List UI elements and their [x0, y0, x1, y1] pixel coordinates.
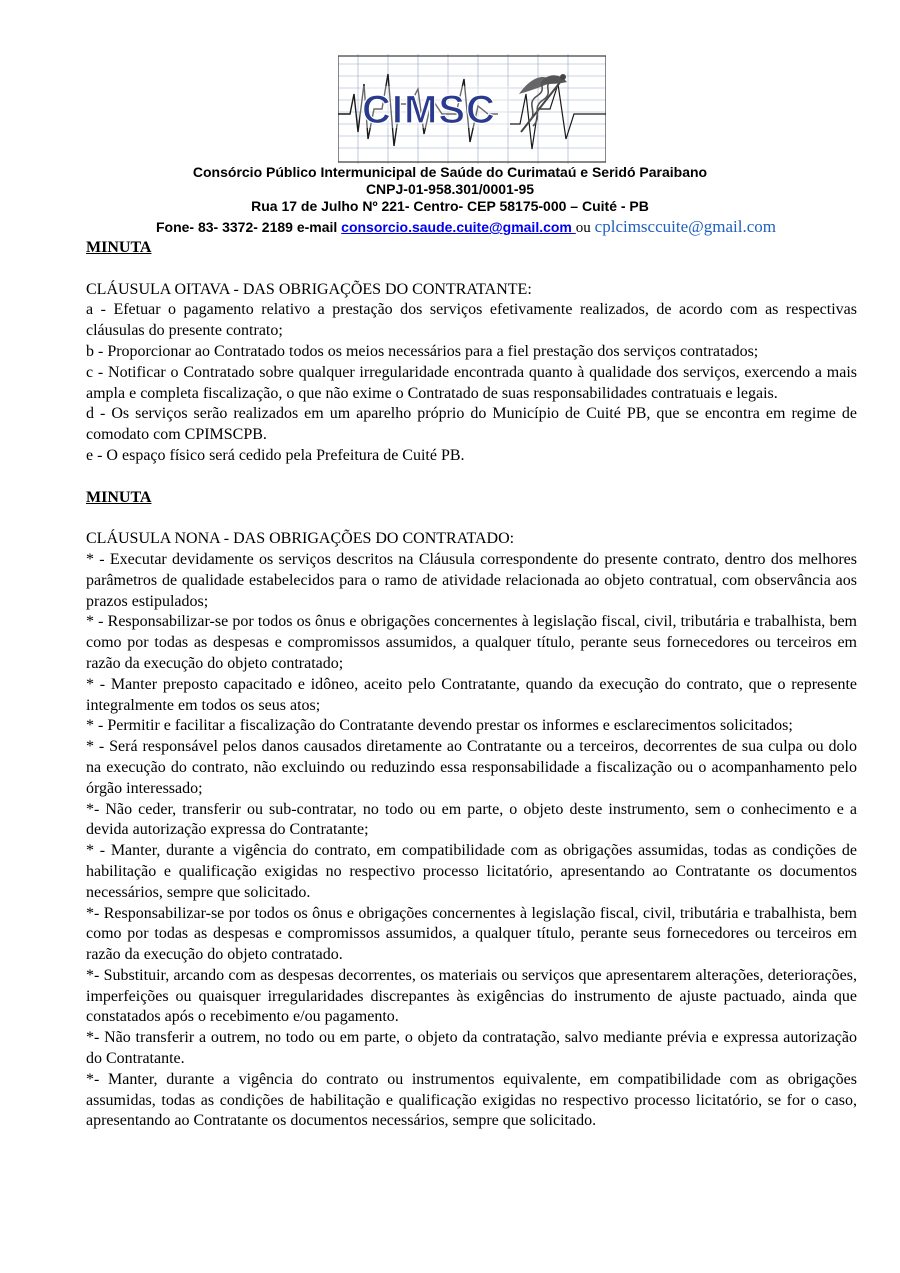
clause-item: * - Manter, durante a vigência do contrato, em compatibilidade com as obrigações assumidas, todas as condições de habilitação e qualificação exigidas no respectivo processo licitatório, apresentando ao Contratante os documentos necessários, sempre que solicitado.	[86, 842, 857, 901]
clause-item: *- Substituir, arcando com as despesas decorrentes, os materiais ou serviços que apresentarem alterações, deteriorações, imperfeições ou quaisquer irregularidades discrepantes às exigências do instrumento de ajuste pactuado, ainda que constatados após o recebimento e/ou pagamento.	[86, 966, 857, 1026]
clause-item: a - Efetuar o pagamento relativo a prestação dos serviços efetivamente realizados, de acordo com as respectivas cláusulas do presente contrato;	[86, 301, 857, 340]
org-name: Consórcio Público Intermunicipal de Saúde do Curimataú e Seridó Paraibano	[192, 164, 708, 180]
clause-item: e - O espaço físico será cedido pela Prefeitura de Cuité PB.	[86, 446, 465, 464]
clause-item: d - Os serviços serão realizados em um aparelho próprio do Município de Cuité PB, que se encontra em regime de comodato com CPIMSCPB.	[86, 405, 857, 444]
clause-item: c - Notificar o Contratado sobre qualquer irregularidade encontrada quanto à qualidade dos serviços, exercendo a mais ampla e completa fiscalização, o que não exime o Contratado de suas responsabilidades contratuais e legais.	[86, 363, 857, 402]
email-link-1[interactable]: consorcio.saude.cuite@gmail.com	[341, 219, 576, 235]
phone-email-label: Fone- 83- 3372- 2189 e-mail	[155, 219, 342, 235]
clause-title: CLÁUSULA NONA - DAS OBRIGAÇÕES DO CONTRATADO:	[86, 530, 515, 548]
clause-item: * - Executar devidamente os serviços descritos na Cláusula correspondente do presente contrato, dentro dos melhores parâmetros de qualidade estabelecidos para o ramo de atividade relacionada ao objeto contratual, com observância aos prazos estipulados;	[86, 550, 857, 610]
clause-item: *- Não ceder, transferir ou sub-contratar, no todo ou em parte, o objeto deste instrumento, sem o conhecimento e a devida autorização expressa do Contratante;	[86, 800, 857, 839]
clause-item: *- Manter, durante a vigência do contrato ou instrumentos equivalente, em compatibilidade com as obrigações assumidas, todas as condições de habilitação e qualificação exigidas no respectivo processo licitatório, se for o caso, apresentando ao Contratante os documentos necessários, sempre que solicitado.	[86, 1070, 857, 1130]
cnpj: CNPJ-01-958.301/0001-95	[365, 181, 535, 197]
or-text: ou	[575, 220, 591, 236]
contact-line	[86, 217, 846, 238]
clause-item: b - Proporcionar ao Contratado todos os meios necessários para a fiel prestação dos serviços contratados;	[86, 342, 759, 360]
clause-item: * - Será responsável pelos danos causados diretamente ao Contratante ou a terceiros, decorrentes de sua culpa ou dolo na execução do contrato, não excluindo ou reduzindo essa responsabilidade a fiscalização ou o acompanhamento pelo órgão interessado;	[86, 738, 857, 797]
logo-text: CIMSC	[362, 88, 496, 132]
clause-title: CLÁUSULA OITAVA - DAS OBRIGAÇÕES DO CONTRATANTE:	[86, 280, 532, 298]
email-link-2[interactable]: cplcimsccuite@gmail.com	[594, 217, 777, 236]
document-body	[86, 238, 857, 1132]
minuta-label: MINUTA	[86, 239, 152, 256]
clause-item: *- Responsabilizar-se por todos os ônus e obrigações concernentes à legislação fiscal, civil, tributária e trabalhista, bem como por todas as despesas e compromissos assumidos, a qualquer título, perante seus fornecedores ou terceiros em razão da execução do objeto contratado.	[86, 904, 857, 964]
clause-item: *- Não transferir a outrem, no todo ou em parte, o objeto da contratação, salvo mediante prévia e expressa autorização do Contratante.	[86, 1029, 857, 1068]
minuta-label: MINUTA	[86, 488, 152, 506]
clause-item: * - Manter preposto capacitado e idôneo, aceito pelo Contratante, quando da execução do contrato, que o represente integralmente em todos os seus atos;	[86, 675, 857, 714]
address: Rua 17 de Julho Nº 221- Centro- CEP 58175-000 – Cuité - PB	[251, 198, 649, 214]
clause-item: * - Responsabilizar-se por todos os ônus e obrigações concernentes à legislação fiscal, civil, tributária e trabalhista, bem como por todas as despesas e compromissos assumidos, a qualquer título, perante seus fornecedores ou terceiros em razão da execução do objeto contratado;	[86, 613, 857, 672]
clause-item: * - Permitir e facilitar a fiscalização do Contratante devendo prestar os informes e esclarecimentos solicitados;	[86, 717, 793, 735]
cimsc-logo	[338, 54, 606, 164]
